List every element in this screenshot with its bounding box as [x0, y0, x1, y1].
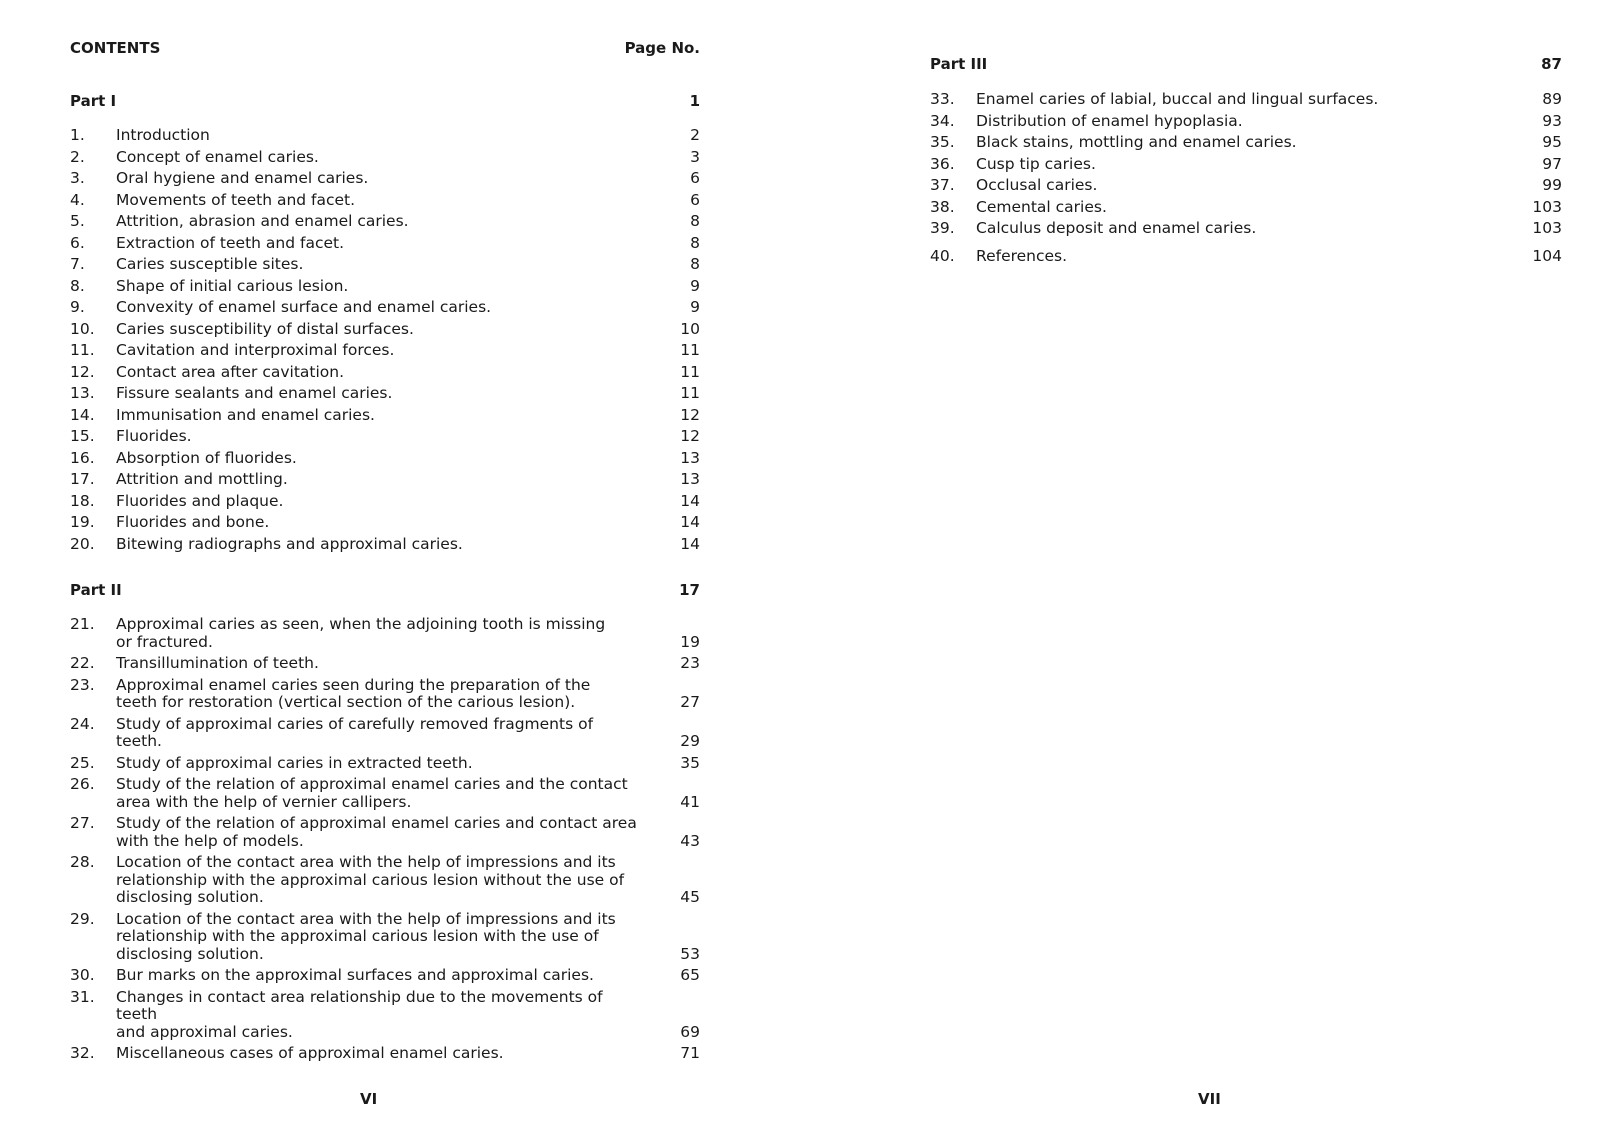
entry-title: Movements of teeth and facet.: [116, 190, 356, 209]
toc-entry: [70, 536, 700, 554]
entry-page: 13: [680, 470, 700, 488]
entry-title: Attrition and mottling.: [116, 470, 288, 488]
entry-title: Fluorides and bone.: [116, 513, 270, 531]
toc-entry: [70, 471, 700, 489]
entry-page: 6: [690, 169, 700, 187]
toc-entry: [70, 854, 700, 907]
entry-page: 19: [680, 632, 700, 651]
toc-entry: [70, 149, 700, 167]
entry-title: Contact area after cavitation.: [116, 362, 345, 381]
part2-entry-list: [70, 616, 700, 1067]
entry-title: Study of approximal caries of carefully removed fragments of teeth.: [116, 714, 594, 750]
toc-entry: [70, 256, 700, 274]
entry-title: Occlusal caries.: [976, 176, 1098, 194]
entry-title: Oral hygiene and enamel caries.: [116, 169, 369, 187]
entry-number: 11.: [70, 341, 95, 359]
toc-entry: [70, 342, 700, 360]
entry-number: 28.: [70, 853, 95, 871]
toc-entry: [70, 364, 700, 382]
entry-page: 11: [680, 341, 700, 359]
entry-page: 14: [680, 534, 700, 553]
entry-page: 11: [680, 384, 700, 402]
entry-page: 12: [680, 405, 700, 424]
entry-number: 33.: [930, 90, 955, 108]
entry-number: 23.: [70, 675, 95, 694]
entry-page: 65: [680, 966, 700, 984]
toc-entry: [70, 321, 700, 339]
entry-number: 10.: [70, 319, 95, 338]
entry-number: 32.: [70, 1044, 95, 1062]
toc-entry: [70, 428, 700, 446]
entry-page: 13: [680, 448, 700, 467]
entry-number: 17.: [70, 470, 95, 488]
toc-entry: [70, 677, 700, 712]
entry-title: Cusp tip caries.: [976, 154, 1096, 173]
entry-title: Bur marks on the approximal surfaces and approximal caries.: [116, 966, 594, 984]
entry-page: 95: [1542, 133, 1562, 151]
entry-title: Fissure sealants and enamel caries.: [116, 384, 393, 402]
entry-page: 89: [1542, 90, 1562, 108]
entry-page: 2: [690, 126, 700, 144]
entry-number: 21.: [70, 615, 95, 633]
entry-number: 14.: [70, 405, 95, 424]
entry-title: Approximal enamel caries seen during the preparation of the teeth for restoration (vertical section of the carious lesion).: [116, 675, 591, 711]
entry-page: 9: [690, 276, 700, 295]
entry-title: Immunisation and enamel caries.: [116, 405, 375, 424]
entry-title: Caries susceptibility of distal surfaces.: [116, 319, 414, 338]
entry-title: Enamel caries of labial, buccal and lingual surfaces.: [976, 90, 1379, 108]
entry-number: 20.: [70, 534, 95, 553]
entry-title: Introduction: [116, 126, 210, 144]
folio-left: VI: [360, 1090, 378, 1108]
entry-number: 26.: [70, 775, 95, 793]
entry-title: Caries susceptible sites.: [116, 255, 304, 273]
entry-title: Fluorides and plaque.: [116, 491, 284, 510]
entry-title: Study of the relation of approximal enamel caries and contact area with the help of models.: [116, 814, 637, 850]
toc-entry: [70, 299, 700, 317]
toc-entry: [930, 177, 1562, 195]
part1-entry-list: [70, 127, 700, 557]
entry-page: 103: [1532, 219, 1562, 237]
toc-entry: [70, 911, 700, 964]
entry-title: Approximal caries as seen, when the adjoining tooth is missing or fractured.: [116, 615, 606, 651]
toc-entry-references: [930, 248, 1562, 266]
entry-page: 14: [680, 491, 700, 510]
entry-page: 3: [690, 147, 700, 166]
part3-entry-list: [930, 91, 1562, 242]
entry-title: Changes in contact area relationship due to the movements of teeth and approximal caries.: [116, 987, 603, 1041]
entry-page: 29: [680, 732, 700, 750]
entry-page: 9: [690, 298, 700, 316]
entry-title: Cavitation and interproximal forces.: [116, 341, 395, 359]
entry-page: 41: [680, 792, 700, 811]
entry-title: Location of the contact area with the help of impressions and its relationship with the approximal carious lesion without the use of disclosing solution.: [116, 853, 625, 906]
toc-entry: [70, 450, 700, 468]
contents-label: CONTENTS: [70, 39, 161, 57]
entry-page: 69: [680, 1022, 700, 1041]
toc-entry: [930, 156, 1562, 174]
entry-page: 99: [1542, 176, 1562, 194]
entry-number: 1.: [70, 126, 85, 144]
toc-entry: [70, 616, 700, 651]
contents-header: [70, 38, 700, 58]
entry-number: 18.: [70, 491, 95, 510]
toc-entry: [70, 213, 700, 231]
entry-number: 6.: [70, 233, 85, 252]
toc-entry: [930, 91, 1562, 109]
entry-page: 12: [680, 427, 700, 445]
entry-page: 103: [1532, 197, 1562, 216]
toc-entry: [70, 514, 700, 532]
entry-number: 19.: [70, 513, 95, 531]
entry-number: 40.: [930, 247, 955, 265]
entry-page: 8: [690, 255, 700, 273]
entry-title: Cemental caries.: [976, 197, 1107, 216]
entry-number: 34.: [930, 111, 955, 130]
entry-number: 38.: [930, 197, 955, 216]
part1-page: 1: [689, 92, 700, 110]
entry-page: 11: [680, 362, 700, 381]
entry-number: 37.: [930, 176, 955, 194]
part1-header: [70, 91, 700, 111]
entry-title: Attrition, abrasion and enamel caries.: [116, 212, 409, 230]
part2-page: 17: [679, 581, 700, 599]
toc-entry: [70, 716, 700, 751]
entry-title: Fluorides.: [116, 427, 192, 445]
entry-number: 22.: [70, 654, 95, 672]
entry-number: 4.: [70, 190, 85, 209]
entry-page: 53: [680, 944, 700, 963]
toc-entry: [70, 815, 700, 850]
toc-entry: [70, 235, 700, 253]
entry-title: Location of the contact area with the help of impressions and its relationship with the approximal carious lesion with the use of disclosing solution.: [116, 909, 616, 963]
part2-label: Part II: [70, 581, 122, 599]
entry-number: 13.: [70, 384, 95, 402]
entry-title: Bitewing radiographs and approximal caries.: [116, 534, 463, 553]
entry-page: 8: [690, 212, 700, 230]
entry-page: 14: [680, 513, 700, 531]
entry-page: 43: [680, 831, 700, 850]
entry-title: Calculus deposit and enamel caries.: [976, 219, 1257, 237]
entry-title: Absorption of fluorides.: [116, 448, 297, 467]
entry-number: 35.: [930, 133, 955, 151]
toc-entry: [70, 989, 700, 1042]
entry-title: Study of approximal caries in extracted teeth.: [116, 753, 473, 772]
entry-number: 39.: [930, 219, 955, 237]
entry-title: Black stains, mottling and enamel caries.: [976, 133, 1297, 151]
entry-number: 30.: [70, 966, 95, 984]
entry-page: 8: [690, 233, 700, 252]
entry-page: 6: [690, 190, 700, 209]
part3-label: Part III: [930, 55, 988, 73]
entry-page: 97: [1542, 154, 1562, 173]
entry-title: Miscellaneous cases of approximal enamel caries.: [116, 1044, 504, 1062]
entry-page: 10: [680, 319, 700, 338]
entry-page: 45: [680, 888, 700, 906]
entry-number: 25.: [70, 753, 95, 772]
toc-entry: [930, 113, 1562, 131]
entry-number: 7.: [70, 255, 85, 273]
entry-number: 27.: [70, 814, 95, 832]
entry-number: 8.: [70, 276, 85, 295]
entry-title: Convexity of enamel surface and enamel caries.: [116, 298, 492, 316]
entry-title: Distribution of enamel hypoplasia.: [976, 111, 1243, 130]
toc-entry: [70, 192, 700, 210]
entry-number: 16.: [70, 448, 95, 467]
entry-page: 71: [680, 1044, 700, 1062]
entry-number: 12.: [70, 362, 95, 381]
part2-header: [70, 580, 700, 600]
entry-title: Extraction of teeth and facet.: [116, 233, 345, 252]
entry-number: 15.: [70, 427, 95, 445]
entry-title: Transillumination of teeth.: [116, 654, 319, 672]
entry-page: 104: [1532, 247, 1562, 265]
entry-title: Concept of enamel caries.: [116, 147, 319, 166]
entry-page: 23: [680, 654, 700, 672]
toc-entry: [70, 278, 700, 296]
entry-number: 3.: [70, 169, 85, 187]
toc-entry: [70, 170, 700, 188]
toc-entry: [70, 127, 700, 145]
toc-entry: [70, 493, 700, 511]
toc-entry: [70, 385, 700, 403]
entry-number: 9.: [70, 298, 85, 316]
references-entry-wrap: [930, 248, 1562, 270]
toc-entry: [70, 655, 700, 673]
toc-entry: [930, 134, 1562, 152]
entry-number: 5.: [70, 212, 85, 230]
part3-page: 87: [1541, 55, 1562, 73]
toc-entry: [930, 199, 1562, 217]
entry-number: 31.: [70, 987, 95, 1006]
entry-number: 2.: [70, 147, 85, 166]
toc-entry: [70, 755, 700, 773]
entry-page: 27: [680, 693, 700, 711]
page-no-label: Page No.: [624, 39, 700, 57]
entry-number: 29.: [70, 909, 95, 928]
toc-entry: [930, 220, 1562, 238]
entry-page: 93: [1542, 111, 1562, 130]
toc-entry: [70, 776, 700, 811]
toc-entry: [70, 407, 700, 425]
entry-page: 35: [680, 753, 700, 772]
part3-header: [930, 54, 1562, 74]
toc-entry: [70, 1045, 700, 1063]
entry-number: 36.: [930, 154, 955, 173]
toc-entry: [70, 967, 700, 985]
part1-label: Part I: [70, 92, 117, 110]
entry-number: 24.: [70, 714, 95, 733]
entry-title: Study of the relation of approximal enamel caries and the contact area with the help of vernier callipers.: [116, 775, 628, 811]
entry-title: References.: [976, 247, 1068, 265]
folio-right: VII: [1198, 1090, 1221, 1108]
entry-title: Shape of initial carious lesion.: [116, 276, 349, 295]
